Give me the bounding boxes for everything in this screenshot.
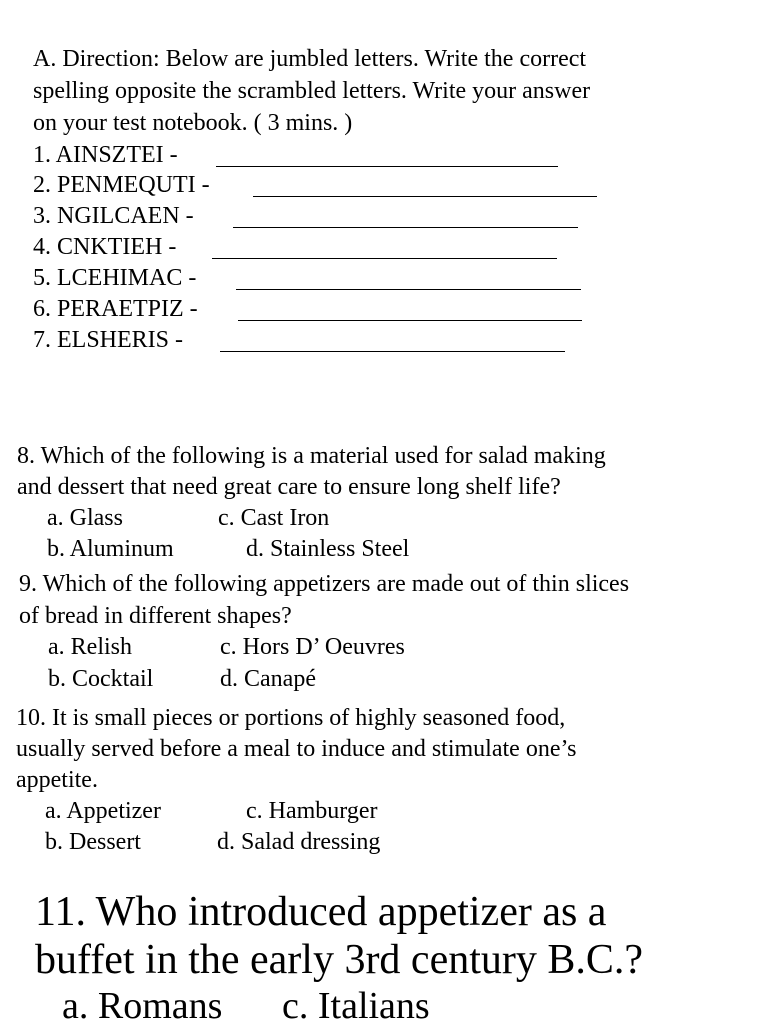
direction-line-3: on your test notebook. ( 3 mins. ) [33,110,353,136]
jumbled-item-2: 2. PENMEQUTI - [33,172,210,198]
q8-option-c: c. Cast Iron [218,505,330,531]
q11-option-a: a. Romans [62,985,223,1027]
q10-line-1: 10. It is small pieces or portions of highly seasoned food, [16,705,566,731]
q10-line-2: usually served before a meal to induce and stimulate one’s [16,736,577,762]
q10-option-a: a. Appetizer [45,798,161,824]
q9-option-b: b. Cocktail [48,666,154,692]
answer-blank-3 [233,227,578,228]
q9-option-a: a. Relish [48,634,132,660]
jumbled-item-7: 7. ELSHERIS - [33,327,183,353]
answer-blank-6 [238,320,582,321]
q8-line-2: and dessert that need great care to ensure long shelf life? [17,474,561,500]
direction-line-2: spelling opposite the scrambled letters. Write your answer [33,78,591,104]
q8-option-b: b. Aluminum [47,536,174,562]
q10-line-3: appetite. [16,767,98,793]
q8-option-d: d. Stainless Steel [246,536,410,562]
answer-blank-7 [220,351,565,352]
jumbled-item-3: 3. NGILCAEN - [33,203,194,229]
q8-line-1: 8. Which of the following is a material used for salad making [17,443,606,469]
q10-option-c: c. Hamburger [246,798,378,824]
q11-line-1: 11. Who introduced appetizer as a [35,889,607,935]
direction-line-1: A. Direction: Below are jumbled letters. Write the correct [33,46,587,72]
q11-option-c: c. Italians [282,985,430,1027]
q10-option-d: d. Salad dressing [217,829,381,855]
answer-blank-2 [253,196,597,197]
q9-option-c: c. Hors D’ Oeuvres [220,634,405,660]
jumbled-item-5: 5. LCEHIMAC - [33,265,197,291]
answer-blank-4 [212,258,557,259]
answer-blank-5 [236,289,581,290]
q8-option-a: a. Glass [47,505,123,531]
jumbled-item-6: 6. PERAETPIZ - [33,296,198,322]
q9-line-1: 9. Which of the following appetizers are made out of thin slices [19,571,630,597]
q9-option-d: d. Canapé [220,666,316,692]
q10-option-b: b. Dessert [45,829,141,855]
jumbled-item-4: 4. CNKTIEH - [33,234,177,260]
answer-blank-1 [216,166,558,167]
jumbled-item-1: 1. AINSZTEI - [33,142,178,168]
q11-line-2: buffet in the early 3rd century B.C.? [35,937,644,983]
q9-line-2: of bread in different shapes? [19,603,292,629]
